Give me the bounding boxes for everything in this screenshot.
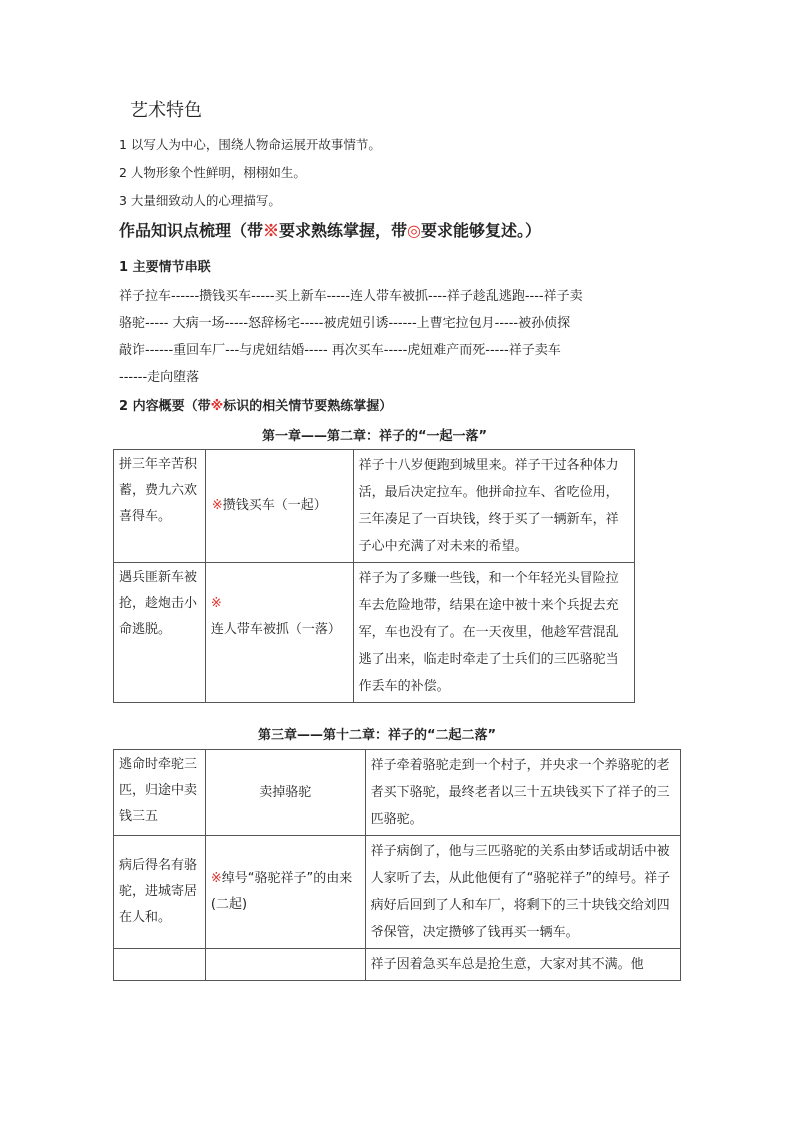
plot-chain-line: 祥子拉车------攒钱买车-----买上新车-----连人带车被抓----祥子趁乱逃跑----祥子卖: [119, 289, 583, 304]
plot-chain-line: ------走向堕落: [119, 370, 200, 385]
table-row: [114, 750, 681, 836]
content-cell: 祥子为了多赚一些钱，和一个年轻光头冒险拉车去危险地带，结果在途中被十来个兵捉去充军，车也没有了。在一天夜里，他趁军营混乱逃了出来，临走时牵走了士兵们的三匹骆驼当作丢车的补偿。: [353, 563, 634, 703]
mastery-mark-icon: ※: [211, 498, 223, 513]
art-features-heading: 艺术特色: [130, 100, 202, 121]
summary-cell: [114, 949, 206, 981]
mastery-mark-icon: ※: [263, 221, 280, 240]
summary-cell: 病后得名有骆驼，进城寄居在人和。: [114, 836, 206, 949]
table2-caption: 第三章——第十二章：祥子的“二起二落”: [258, 728, 497, 743]
art-point-2: 2 人物形象个性鲜明，栩栩如生。: [119, 165, 306, 180]
content-cell: 祥子病倒了，他与三匹骆驼的关系由梦话或胡话中被人家听了去，从此他便有了“骆驼祥子”的绰号。祥子病好后回到了人和车厂，将剩下的三十块钱交给刘四爷保管，决定攒够了钱再买一辆车。: [365, 836, 680, 949]
plot-chain-line: 敲诈------重回车厂---与虎妞结婚----- 再次买车-----虎妞难产而死-----祥子卖车: [119, 343, 561, 358]
key-event-cell: ※绰号“骆驼祥子”的由来 (二起): [205, 836, 365, 949]
table-row: [114, 450, 635, 563]
summary-cell: 拼三年辛苦积蓄，费九六欢喜得车。: [114, 450, 206, 563]
content-cell: 祥子因着急买车总是抢生意，大家对其不满。他: [365, 949, 680, 981]
summary-cell: 遇兵匪新车被抢，趁炮击小命逃脱。: [114, 563, 206, 703]
chapter-1-2-table: [113, 449, 635, 703]
table-row: [114, 949, 681, 981]
plot-chain-line: 骆驼----- 大病一场-----怒辞杨宅-----被虎妞引诱------上曹宅拉包月-----被孙侦探: [119, 316, 571, 331]
art-point-3: 3 大量细致动人的心理描写。: [119, 193, 281, 208]
retell-mark-icon: ◎: [407, 221, 422, 240]
mastery-mark-icon: ※: [210, 871, 222, 886]
table-row: [114, 563, 635, 703]
key-event-cell: ※连人带车被抓（一落）: [205, 563, 353, 703]
knowledge-heading: 作品知识点梳理（带※要求熟练掌握，带◎要求能够复述。）: [119, 221, 542, 240]
content-cell: 祥子牵着骆驼走到一个村子，并央求一个养骆驼的老者买下骆驼，最终老者以三十五块钱买下了祥子的三匹骆驼。: [365, 750, 680, 836]
content-cell: 祥子十八岁便跑到城里来。祥子干过各种体力活，最后决定拉车。他拼命拉车、省吃俭用，三年凑足了一百块钱，终于买了一辆新车，祥子心中充满了对未来的希望。: [353, 450, 634, 563]
key-event-cell: 卖掉骆驼: [205, 750, 365, 836]
mastery-mark-icon: ※: [210, 399, 224, 414]
mastery-mark-icon: ※: [210, 596, 222, 611]
summary-heading: 2 内容概要（带※标识的相关情节要熟练掌握）: [119, 399, 393, 414]
summary-cell: 逃命时牵驼三匹，归途中卖钱三五: [114, 750, 206, 836]
art-point-1: 1 以写人为中心，围绕人物命运展开故事情节。: [119, 137, 381, 152]
plot-chain: [119, 283, 679, 391]
plot-chain-heading: 1 主要情节串联: [119, 260, 211, 275]
table1-caption: 第一章——第二章：祥子的“一起一落”: [262, 429, 488, 444]
table-row: [114, 836, 681, 949]
key-event-cell: [205, 949, 365, 981]
chapter-3-12-table: [113, 749, 681, 981]
key-event-cell: ※攒钱买车（一起）: [205, 450, 353, 563]
